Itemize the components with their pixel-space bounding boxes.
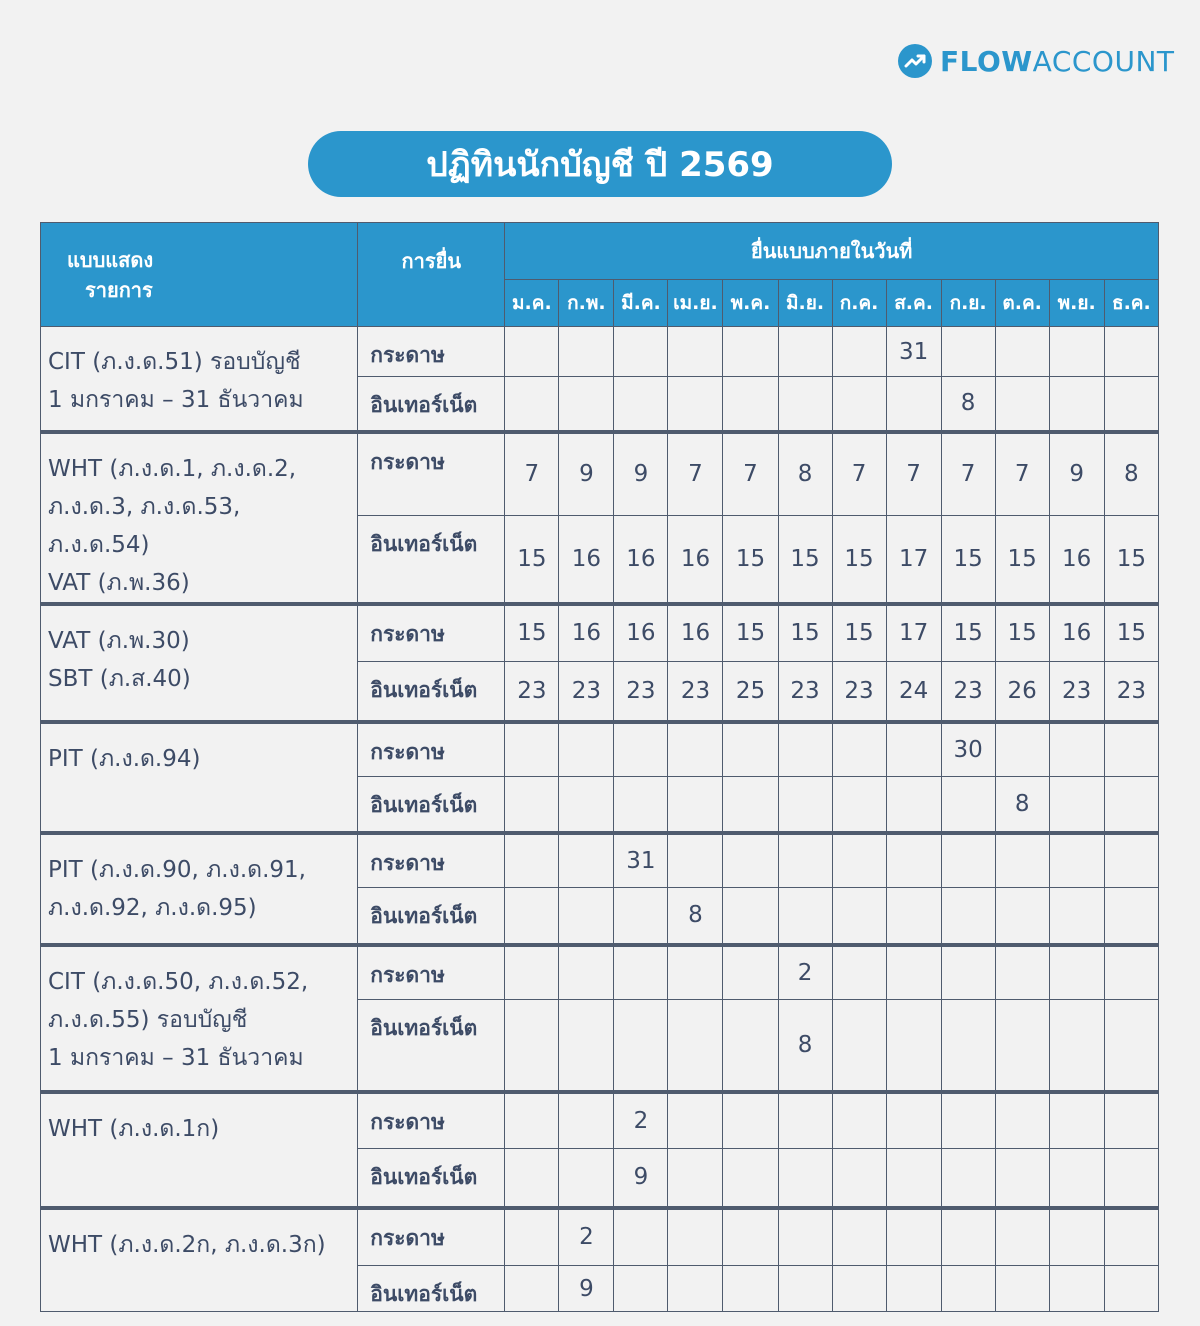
form-name-line: CIT (ภ.ง.ด.50, ภ.ง.ด.52, [48, 968, 309, 995]
due-day-cell [614, 722, 668, 777]
form-name-line: 1 มกราคม – 31 ธันวาคม [48, 387, 304, 413]
due-day-cell [778, 377, 832, 432]
due-day-cell: 16 [614, 604, 668, 662]
due-day-cell [832, 1000, 886, 1092]
filing-method: อินเทอร์เน็ต [358, 777, 505, 833]
due-day-cell [559, 377, 614, 432]
form-name-line: PIT (ภ.ง.ด.90, ภ.ง.ด.91, [48, 856, 306, 883]
due-day-cell [995, 1149, 1049, 1208]
due-day-cell: 15 [995, 604, 1049, 662]
due-day-cell [995, 722, 1049, 777]
due-day-cell: 16 [559, 515, 614, 603]
due-day-cell [832, 377, 886, 432]
form-group [41, 722, 1159, 833]
due-day-cell [832, 722, 886, 777]
due-day-cell [723, 1208, 778, 1266]
form-name-line: ภ.ง.ด.55) รอบบัญชี [48, 1006, 248, 1033]
due-day-cell [778, 1208, 832, 1266]
due-day-cell [723, 722, 778, 777]
due-day-cell [668, 327, 723, 377]
form-group [41, 1092, 1159, 1208]
form-group [41, 327, 1159, 432]
due-day-cell [886, 722, 941, 777]
due-day-cell: 25 [723, 662, 778, 722]
trend-up-icon [898, 44, 932, 78]
due-day-cell [614, 327, 668, 377]
due-day-cell [886, 777, 941, 833]
due-day-cell [832, 777, 886, 833]
due-day-cell: 2 [559, 1208, 614, 1266]
due-day-cell [559, 888, 614, 945]
due-day-cell: 15 [832, 604, 886, 662]
due-day-cell [559, 1000, 614, 1092]
due-day-cell [614, 1266, 668, 1312]
due-day-cell [505, 1092, 559, 1149]
due-day-cell: 15 [1104, 515, 1158, 603]
due-day-cell: 8 [778, 432, 832, 516]
due-day-cell [778, 327, 832, 377]
due-day-cell [1104, 1149, 1158, 1208]
due-day-cell [1104, 722, 1158, 777]
due-day-cell [778, 1149, 832, 1208]
due-day-cell [778, 1092, 832, 1149]
due-day-cell: 9 [614, 432, 668, 516]
due-day-cell [1049, 1208, 1104, 1266]
due-day-cell [614, 777, 668, 833]
form-group [41, 1208, 1159, 1312]
due-day-cell [614, 888, 668, 945]
due-day-cell [886, 833, 941, 888]
due-day-cell [995, 327, 1049, 377]
due-day-cell [1049, 945, 1104, 1000]
due-day-cell [886, 377, 941, 432]
table-row [41, 722, 1159, 777]
due-day-cell: 16 [668, 515, 723, 603]
form-name-line: SBT (ภ.ส.40) [48, 665, 191, 692]
due-day-cell [941, 1208, 995, 1266]
due-day-cell [886, 1092, 941, 1149]
due-day-cell [614, 377, 668, 432]
due-day-cell [1049, 888, 1104, 945]
filing-method: กระดาษ [358, 327, 505, 377]
header-form: แบบแสดง รายการ [41, 223, 358, 327]
table-row [41, 432, 1159, 516]
due-day-cell [886, 945, 941, 1000]
tax-calendar-table [40, 222, 1159, 1312]
due-day-cell [941, 945, 995, 1000]
due-day-cell [559, 722, 614, 777]
due-day-cell [886, 1208, 941, 1266]
due-day-cell [505, 1208, 559, 1266]
table-row [41, 1208, 1159, 1266]
due-day-cell: 8 [995, 777, 1049, 833]
due-day-cell: 7 [832, 432, 886, 516]
filing-method: กระดาษ [358, 833, 505, 888]
due-day-cell: 23 [1104, 662, 1158, 722]
due-day-cell [723, 777, 778, 833]
due-day-cell [778, 888, 832, 945]
due-day-cell [1049, 722, 1104, 777]
due-day-cell [941, 1092, 995, 1149]
due-day-cell [1104, 327, 1158, 377]
due-day-cell [832, 1266, 886, 1312]
due-day-cell [559, 1092, 614, 1149]
month-header: พ.ค. [723, 280, 778, 327]
due-day-cell [941, 833, 995, 888]
due-day-cell: 9 [614, 1149, 668, 1208]
due-day-cell [995, 888, 1049, 945]
due-day-cell [668, 833, 723, 888]
due-day-cell [941, 327, 995, 377]
month-header: ก.พ. [559, 280, 614, 327]
filing-method: กระดาษ [358, 432, 505, 516]
due-day-cell: 15 [505, 604, 559, 662]
due-day-cell: 7 [505, 432, 559, 516]
form-name-line: ภ.ง.ด.3, ภ.ง.ด.53, ภ.ง.ด.54) [48, 493, 241, 558]
due-day-cell: 9 [1049, 432, 1104, 516]
due-day-cell: 7 [886, 432, 941, 516]
due-day-cell [1049, 1092, 1104, 1149]
month-header: เม.ย. [668, 280, 723, 327]
due-day-cell [778, 722, 832, 777]
due-day-cell [886, 1266, 941, 1312]
due-day-cell [886, 1149, 941, 1208]
due-day-cell [1104, 833, 1158, 888]
due-day-cell [1049, 377, 1104, 432]
table-row [41, 833, 1159, 888]
due-day-cell: 23 [505, 662, 559, 722]
form-name-line: 1 มกราคม – 31 ธันวาคม [48, 1044, 304, 1071]
filing-method: อินเทอร์เน็ต [358, 515, 505, 603]
due-day-cell [668, 945, 723, 1000]
header-date: ยื่นแบบภายในวันที่ [505, 223, 1159, 280]
filing-method: กระดาษ [358, 1092, 505, 1149]
header-method: การยื่น [358, 223, 505, 327]
due-day-cell [886, 888, 941, 945]
due-day-cell [723, 945, 778, 1000]
form-name-line: WHT (ภ.ง.ด.2ก, ภ.ง.ด.3ก) [48, 1231, 326, 1258]
due-day-cell [505, 327, 559, 377]
due-day-cell [832, 945, 886, 1000]
due-day-cell [995, 1000, 1049, 1092]
due-day-cell [505, 888, 559, 945]
form-group [41, 945, 1159, 1092]
due-day-cell: 8 [1104, 432, 1158, 516]
due-day-cell: 24 [886, 662, 941, 722]
due-day-cell: 23 [1049, 662, 1104, 722]
due-day-cell: 15 [723, 515, 778, 603]
due-day-cell [668, 1208, 723, 1266]
due-day-cell: 2 [778, 945, 832, 1000]
due-day-cell [832, 1208, 886, 1266]
month-header: ก.ย. [941, 280, 995, 327]
filing-method: อินเทอร์เน็ต [358, 662, 505, 722]
month-header: ต.ค. [995, 280, 1049, 327]
due-day-cell: 15 [505, 515, 559, 603]
due-day-cell [723, 327, 778, 377]
due-day-cell: 23 [941, 662, 995, 722]
due-day-cell [995, 1092, 1049, 1149]
due-day-cell [1049, 327, 1104, 377]
month-header: ธ.ค. [1104, 280, 1158, 327]
form-name [41, 833, 358, 945]
due-day-cell: 31 [886, 327, 941, 377]
due-day-cell [505, 777, 559, 833]
due-day-cell [1104, 1266, 1158, 1312]
due-day-cell [505, 945, 559, 1000]
due-day-cell [1104, 1000, 1158, 1092]
due-day-cell: 16 [1049, 515, 1104, 603]
due-day-cell [1049, 833, 1104, 888]
due-day-cell [614, 1208, 668, 1266]
form-group [41, 833, 1159, 945]
due-day-cell: 26 [995, 662, 1049, 722]
form-name [41, 722, 358, 833]
due-day-cell: 23 [778, 662, 832, 722]
due-day-cell [505, 722, 559, 777]
filing-method: อินเทอร์เน็ต [358, 377, 505, 432]
form-name-line: WHT (ภ.ง.ด.1ก) [48, 1115, 220, 1142]
form-name-line: VAT (ภ.พ.30) [48, 627, 190, 654]
due-day-cell [941, 777, 995, 833]
due-day-cell [832, 833, 886, 888]
due-day-cell [505, 377, 559, 432]
due-day-cell [668, 1092, 723, 1149]
due-day-cell [723, 888, 778, 945]
table-row [41, 604, 1159, 662]
due-day-cell: 9 [559, 1266, 614, 1312]
due-day-cell [668, 777, 723, 833]
due-day-cell [1049, 1000, 1104, 1092]
due-day-cell: 15 [941, 604, 995, 662]
due-day-cell [668, 377, 723, 432]
month-header: ม.ค. [505, 280, 559, 327]
due-day-cell: 7 [723, 432, 778, 516]
due-day-cell: 16 [559, 604, 614, 662]
due-day-cell: 17 [886, 604, 941, 662]
due-day-cell [505, 1266, 559, 1312]
due-day-cell [614, 1000, 668, 1092]
due-day-cell [723, 377, 778, 432]
form-name-line: WHT (ภ.ง.ด.1, ภ.ง.ด.2, [48, 455, 297, 482]
due-day-cell: 23 [559, 662, 614, 722]
due-day-cell [886, 1000, 941, 1092]
due-day-cell: 8 [941, 377, 995, 432]
due-day-cell [941, 1000, 995, 1092]
due-day-cell [559, 1149, 614, 1208]
due-day-cell [505, 833, 559, 888]
due-day-cell [1104, 1092, 1158, 1149]
due-day-cell [668, 1266, 723, 1312]
brand-name: FLOWACCOUNT [940, 44, 1175, 78]
due-day-cell [668, 722, 723, 777]
due-day-cell: 15 [723, 604, 778, 662]
form-name-line: CIT (ภ.ง.ด.51) รอบบัญชี [48, 349, 301, 375]
form-name-line: PIT (ภ.ง.ด.94) [48, 745, 201, 772]
due-day-cell: 8 [668, 888, 723, 945]
due-day-cell [559, 945, 614, 1000]
filing-method: อินเทอร์เน็ต [358, 1266, 505, 1312]
due-day-cell [668, 1149, 723, 1208]
due-day-cell [832, 888, 886, 945]
filing-method: อินเทอร์เน็ต [358, 1149, 505, 1208]
due-day-cell [1104, 888, 1158, 945]
form-group [41, 432, 1159, 604]
table-row [41, 945, 1159, 1000]
due-day-cell [614, 945, 668, 1000]
month-header: มิ.ย. [778, 280, 832, 327]
due-day-cell [941, 1149, 995, 1208]
due-day-cell [995, 945, 1049, 1000]
filing-method: อินเทอร์เน็ต [358, 888, 505, 945]
form-name [41, 1092, 358, 1208]
due-day-cell [505, 1000, 559, 1092]
due-day-cell: 16 [668, 604, 723, 662]
flowaccount-logo [898, 44, 1175, 78]
due-day-cell: 30 [941, 722, 995, 777]
month-header: พ.ย. [1049, 280, 1104, 327]
due-day-cell: 2 [614, 1092, 668, 1149]
due-day-cell [723, 1000, 778, 1092]
due-day-cell [995, 1208, 1049, 1266]
due-day-cell [1104, 1208, 1158, 1266]
form-name-line: ภ.ง.ด.92, ภ.ง.ด.95) [48, 894, 257, 921]
due-day-cell: 15 [941, 515, 995, 603]
due-day-cell [723, 833, 778, 888]
due-day-cell: 15 [995, 515, 1049, 603]
due-day-cell [995, 833, 1049, 888]
due-day-cell [832, 1149, 886, 1208]
due-day-cell [778, 833, 832, 888]
due-day-cell [941, 888, 995, 945]
table-row [41, 327, 1159, 377]
due-day-cell [723, 1266, 778, 1312]
due-day-cell: 15 [778, 604, 832, 662]
due-day-cell [668, 1000, 723, 1092]
month-header: ส.ค. [886, 280, 941, 327]
due-day-cell: 23 [668, 662, 723, 722]
due-day-cell: 15 [1104, 604, 1158, 662]
form-name [41, 945, 358, 1092]
due-day-cell [505, 1149, 559, 1208]
table-row [41, 1092, 1159, 1149]
due-day-cell [778, 777, 832, 833]
due-day-cell [1104, 777, 1158, 833]
form-name-line: VAT (ภ.พ.36) [48, 569, 190, 596]
due-day-cell [995, 377, 1049, 432]
month-header: ก.ค. [832, 280, 886, 327]
due-day-cell [1049, 1266, 1104, 1312]
due-day-cell: 23 [614, 662, 668, 722]
due-day-cell: 7 [668, 432, 723, 516]
due-day-cell [559, 833, 614, 888]
form-name [41, 327, 358, 432]
due-day-cell [559, 777, 614, 833]
due-day-cell: 31 [614, 833, 668, 888]
due-day-cell: 15 [778, 515, 832, 603]
due-day-cell: 16 [614, 515, 668, 603]
due-day-cell: 9 [559, 432, 614, 516]
due-day-cell [1104, 377, 1158, 432]
due-day-cell: 7 [941, 432, 995, 516]
filing-method: อินเทอร์เน็ต [358, 1000, 505, 1092]
filing-method: กระดาษ [358, 604, 505, 662]
form-name [41, 432, 358, 604]
due-day-cell: 8 [778, 1000, 832, 1092]
due-day-cell [941, 1266, 995, 1312]
due-day-cell: 7 [995, 432, 1049, 516]
filing-method: กระดาษ [358, 1208, 505, 1266]
due-day-cell: 15 [832, 515, 886, 603]
due-day-cell: 23 [832, 662, 886, 722]
form-name [41, 1208, 358, 1312]
due-day-cell [1104, 945, 1158, 1000]
due-day-cell [832, 1092, 886, 1149]
due-day-cell [723, 1092, 778, 1149]
due-day-cell [1049, 777, 1104, 833]
due-day-cell [995, 1266, 1049, 1312]
due-day-cell [1049, 1149, 1104, 1208]
due-day-cell: 16 [1049, 604, 1104, 662]
due-day-cell: 17 [886, 515, 941, 603]
due-day-cell [723, 1149, 778, 1208]
filing-method: กระดาษ [358, 945, 505, 1000]
form-name [41, 604, 358, 722]
form-group [41, 604, 1159, 722]
due-day-cell [778, 1266, 832, 1312]
page-title: ปฏิทินนักบัญชี ปี 2569 [308, 131, 892, 197]
filing-method: กระดาษ [358, 722, 505, 777]
month-header: มี.ค. [614, 280, 668, 327]
due-day-cell [559, 327, 614, 377]
due-day-cell [832, 327, 886, 377]
